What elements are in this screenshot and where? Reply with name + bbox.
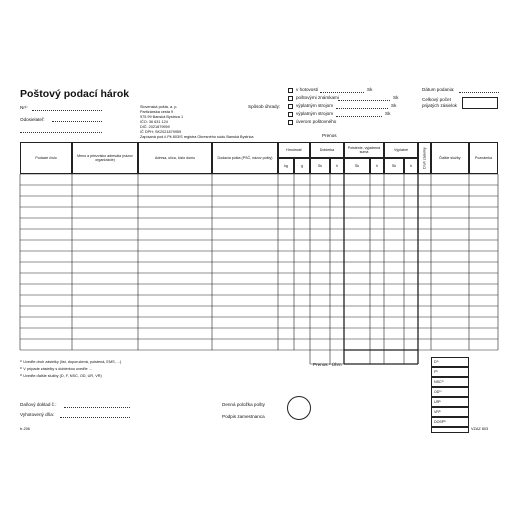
clerk-label: Podpis zamestnanca: [222, 414, 265, 419]
form-code: tr-206: [20, 427, 30, 431]
post-address-line: Slovenská pošta, a. p.: [140, 105, 178, 109]
count-label: Celkový počet prijatých zásielok: [422, 97, 457, 108]
post-address-line: Partizánska cesta 9: [140, 110, 174, 114]
issued-line: [60, 417, 130, 418]
payment-unit: Sk: [367, 87, 373, 92]
post-address-line: DIČ: 2021879959: [140, 125, 170, 129]
date-label: Dátum podania:: [422, 87, 455, 92]
th-weight-kg: kg: [278, 158, 294, 174]
tax-doc-label: Daňový doklad č.:: [20, 402, 57, 407]
th-type-text: Druh zásielky: [422, 147, 427, 169]
th-postage: Výplatné: [384, 142, 418, 158]
legend-code-cell: VR¹⁾: [431, 407, 469, 417]
th-cod-sk: Sk: [310, 158, 330, 174]
th-extra-services: Ďalšie služby: [431, 142, 469, 174]
th-declared-h: h: [370, 158, 384, 174]
footnote: ²⁾ V prípade zásielky s dobierkou uveďte ...: [20, 367, 92, 371]
post-address-line: IČ DPH: SK2021879959: [140, 130, 182, 134]
th-post-office: Dodacia pošta (PSČ, názov pošty): [212, 142, 278, 174]
carry-label: Prenos: [322, 133, 337, 138]
payment-option-label: výplatným strojom: [296, 111, 334, 116]
no-label: Nr¹⁾: [20, 105, 28, 110]
form-title: Poštový podací hárok: [20, 88, 130, 100]
stamp-circle: [287, 396, 311, 420]
post-address-line: Zapísaná pod č.Pš 803/S registra Okresného súdu Banská Bystrica: [140, 135, 254, 139]
th-weight: Hmotnosť: [278, 142, 310, 158]
th-postage-sk: Sk: [384, 158, 404, 174]
th-note: Poznámka: [469, 142, 498, 174]
th-postage-h: h: [404, 158, 418, 174]
th-cod-h: h: [330, 158, 344, 174]
footnote: ¹⁾ Uveďte druh zásielky (list, doporučená, poistená, EMS, ...): [20, 360, 122, 364]
payment-option-label: výplatným strojom: [296, 103, 334, 108]
th-cod: Dobierka: [310, 142, 344, 158]
post-address-line: 975 99 Banská Bystrica 1: [140, 115, 184, 119]
th-address: Adresa, ulica, číslo domu: [138, 142, 212, 174]
th-weight-g: g: [294, 158, 310, 174]
th-declared-sk: Sk: [344, 158, 370, 174]
legend-code-cell: F¹⁾: [431, 367, 469, 377]
payment-unit: Sk: [393, 95, 399, 100]
legend-code-cell: OD¹⁾: [431, 387, 469, 397]
carry-out-label: Prenos - Úhrn: [313, 362, 342, 367]
tax-doc-line: [64, 407, 130, 408]
payment-unit: Sk: [385, 111, 391, 116]
payment-unit: Sk: [391, 103, 397, 108]
payment-option-label: úverom poštovného: [296, 119, 337, 124]
th-number: Podacie číslo: [20, 142, 72, 174]
issued-label: Vyhotovený dňa:: [20, 412, 55, 417]
form-code-right: VZAZ 803: [471, 427, 489, 431]
legend-code-cell: NSC¹⁾: [431, 377, 469, 387]
payment-option-label: v hotovosti: [296, 87, 318, 92]
legend-code-cell: [431, 427, 469, 433]
legend-code-cell: D¹⁾: [431, 357, 469, 367]
legend-code-cell: DOSP¹⁾: [431, 417, 469, 427]
legend-code-cell: UR¹⁾: [431, 397, 469, 407]
post-count-label: Denná položka pošty: [222, 402, 265, 407]
sender-label: Odosielateľ:: [20, 117, 45, 122]
footnote: ³⁾ Uveďte ďalšie služby (D, F, NSC, OD, UR, VR): [20, 374, 102, 378]
payment-option-label: poštovými známkami: [296, 95, 339, 100]
th-recipient: Meno a priezvisko adresáta (názov organizácie): [72, 142, 138, 174]
payment-label: Spôsob úhrady:: [248, 104, 281, 109]
post-address-line: IČO: 36 631 124: [140, 120, 168, 124]
th-declared: Poistenie, vyjadrená suma: [344, 142, 384, 158]
